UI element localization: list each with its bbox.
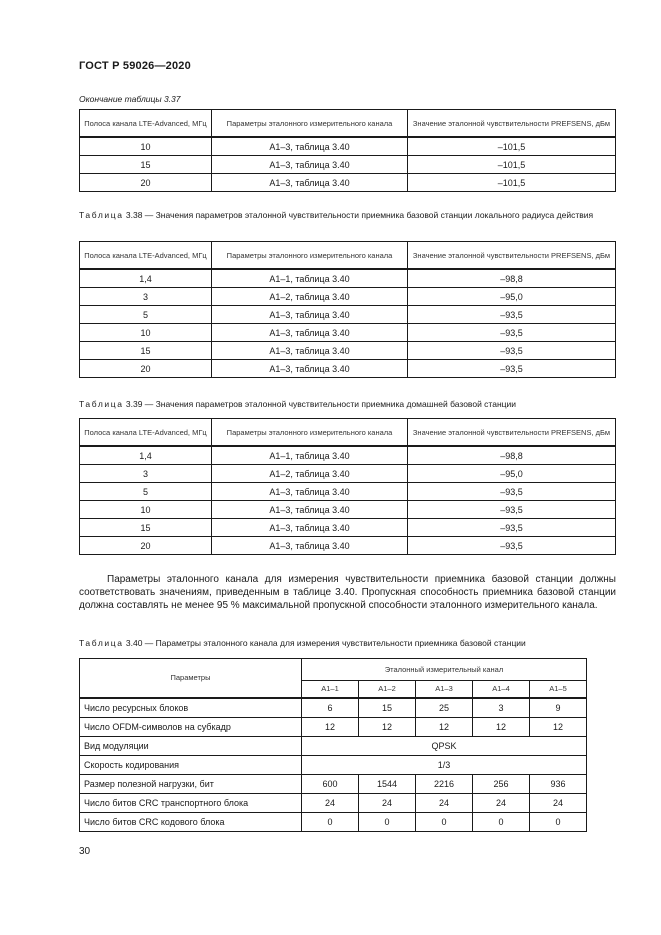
cell-sensitivity: –93,5 — [408, 360, 616, 378]
table-row — [80, 137, 616, 156]
column-header-sensitivity: Значение эталонной чувствительности PREFSENS, дБм — [408, 242, 616, 270]
column-header-bandwidth: Полоса канала LTE-Advanced, МГц — [80, 110, 212, 138]
caption-text: 3.38 — Значения параметров эталонной чувствительности приемника базовой станции локального радиуса действия — [125, 210, 594, 220]
cell-sensitivity: –93,5 — [408, 537, 616, 555]
column-header-reference-channel: Эталонный измерительный канал — [302, 659, 587, 681]
cell-value: 6 — [302, 698, 359, 718]
column-header-params: Параметры — [80, 659, 302, 698]
cell-value: 0 — [473, 812, 530, 831]
table-row — [80, 342, 616, 360]
cell-value: 24 — [473, 793, 530, 812]
cell-channel: А1–2, таблица 3.40 — [212, 288, 408, 306]
cell-bandwidth: 20 — [80, 174, 212, 192]
cell-channel: А1–3, таблица 3.40 — [212, 137, 408, 156]
cell-value: 0 — [416, 812, 473, 831]
cell-channel: А1–3, таблица 3.40 — [212, 501, 408, 519]
cell-value: 24 — [302, 793, 359, 812]
cell-bandwidth: 5 — [80, 306, 212, 324]
table-row — [80, 501, 616, 519]
cell-bandwidth: 20 — [80, 360, 212, 378]
cell-sensitivity: –98,8 — [408, 269, 616, 288]
caption-word: Таблица — [79, 210, 124, 220]
cell-bandwidth: 15 — [80, 519, 212, 537]
cell-value: 2216 — [416, 774, 473, 793]
table-row — [80, 269, 616, 288]
table-3-40-caption — [79, 638, 609, 649]
table-row — [80, 537, 616, 555]
column-header-bandwidth: Полоса канала LTE-Advanced, МГц — [80, 419, 212, 447]
cell-channel: А1–1, таблица 3.40 — [212, 446, 408, 465]
cell-value: 3 — [473, 698, 530, 718]
table-3-38-caption — [79, 210, 609, 221]
table-row — [80, 174, 616, 192]
cell-value: 12 — [530, 717, 587, 736]
cell-bandwidth: 10 — [80, 137, 212, 156]
cell-value-merged: 1/3 — [302, 755, 587, 774]
cell-value: 15 — [359, 698, 416, 718]
table-3-40 — [79, 658, 587, 832]
cell-value-merged: QPSK — [302, 736, 587, 755]
cell-sensitivity: –95,0 — [408, 288, 616, 306]
row-label: Скорость кодирования — [80, 755, 302, 774]
table-row — [80, 774, 587, 793]
table-3-38 — [79, 241, 616, 378]
cell-bandwidth: 10 — [80, 501, 212, 519]
cell-value: 0 — [359, 812, 416, 831]
cell-channel: А1–3, таблица 3.40 — [212, 306, 408, 324]
cell-channel: А1–3, таблица 3.40 — [212, 174, 408, 192]
column-header-sensitivity: Значение эталонной чувствительности PREFSENS, дБм — [408, 110, 616, 138]
table-row — [80, 324, 616, 342]
column-header-sensitivity: Значение эталонной чувствительности PREFSENS, дБм — [408, 419, 616, 447]
cell-bandwidth: 15 — [80, 342, 212, 360]
cell-value: 256 — [473, 774, 530, 793]
cell-bandwidth: 20 — [80, 537, 212, 555]
cell-value: 24 — [359, 793, 416, 812]
cell-bandwidth: 1,4 — [80, 446, 212, 465]
cell-sensitivity: –93,5 — [408, 342, 616, 360]
page-number: 30 — [79, 846, 91, 857]
cell-sensitivity: –93,5 — [408, 483, 616, 501]
cell-bandwidth: 3 — [80, 465, 212, 483]
document-title: ГОСТ Р 59026—2020 — [79, 60, 191, 72]
table-row — [80, 446, 616, 465]
cell-value: 25 — [416, 698, 473, 718]
cell-channel: А1–3, таблица 3.40 — [212, 324, 408, 342]
cell-channel: А1–3, таблица 3.40 — [212, 360, 408, 378]
table-row — [80, 736, 587, 755]
cell-bandwidth: 15 — [80, 156, 212, 174]
row-label: Число битов CRC транспортного блока — [80, 793, 302, 812]
cell-bandwidth: 10 — [80, 324, 212, 342]
row-label: Число битов CRC кодового блока — [80, 812, 302, 831]
cell-channel: А1–3, таблица 3.40 — [212, 483, 408, 501]
caption-word: Таблица — [79, 399, 124, 409]
column-header-channel: А1–3 — [416, 681, 473, 698]
column-header-channel: А1–1 — [302, 681, 359, 698]
column-header-channel: А1–4 — [473, 681, 530, 698]
cell-value: 24 — [416, 793, 473, 812]
table-3-37 — [79, 109, 616, 192]
cell-sensitivity: –93,5 — [408, 501, 616, 519]
column-header-channel: А1–2 — [359, 681, 416, 698]
column-header-channel: А1–5 — [530, 681, 587, 698]
table-3-37-caption: Окончание таблицы 3.37 — [79, 94, 181, 104]
cell-value: 12 — [302, 717, 359, 736]
cell-value: 0 — [530, 812, 587, 831]
column-header-channel-params: Параметры эталонного измерительного канала — [212, 242, 408, 270]
column-header-channel-params: Параметры эталонного измерительного канала — [212, 110, 408, 138]
cell-sensitivity: –95,0 — [408, 465, 616, 483]
cell-value: 600 — [302, 774, 359, 793]
table-row — [80, 306, 616, 324]
table-row — [80, 755, 587, 774]
cell-sensitivity: –93,5 — [408, 519, 616, 537]
table-row — [80, 812, 587, 831]
cell-value: 1544 — [359, 774, 416, 793]
caption-word: Таблица — [79, 638, 124, 648]
table-row — [80, 465, 616, 483]
table-row — [80, 483, 616, 501]
cell-sensitivity: –101,5 — [408, 174, 616, 192]
table-row — [80, 698, 587, 718]
column-header-bandwidth: Полоса канала LTE-Advanced, МГц — [80, 242, 212, 270]
cell-channel: А1–1, таблица 3.40 — [212, 269, 408, 288]
cell-channel: А1–3, таблица 3.40 — [212, 156, 408, 174]
table-row — [80, 156, 616, 174]
cell-channel: А1–2, таблица 3.40 — [212, 465, 408, 483]
table-3-39 — [79, 418, 616, 555]
table-row — [80, 288, 616, 306]
cell-sensitivity: –101,5 — [408, 137, 616, 156]
table-3-39-caption — [79, 399, 609, 410]
cell-bandwidth: 1,4 — [80, 269, 212, 288]
row-label: Число ресурсных блоков — [80, 698, 302, 718]
table-row — [80, 717, 587, 736]
cell-value: 936 — [530, 774, 587, 793]
cell-value: 12 — [359, 717, 416, 736]
cell-sensitivity: –93,5 — [408, 306, 616, 324]
cell-value: 0 — [302, 812, 359, 831]
cell-value: 24 — [530, 793, 587, 812]
cell-sensitivity: –98,8 — [408, 446, 616, 465]
cell-channel: А1–3, таблица 3.40 — [212, 342, 408, 360]
cell-bandwidth: 3 — [80, 288, 212, 306]
cell-value: 12 — [473, 717, 530, 736]
table-row — [80, 793, 587, 812]
table-row — [80, 519, 616, 537]
table-row — [80, 360, 616, 378]
caption-text: 3.39 — Значения параметров эталонной чувствительности приемника домашней базовой станции — [125, 399, 517, 409]
cell-channel: А1–3, таблица 3.40 — [212, 537, 408, 555]
row-label: Число OFDM-символов на субкадр — [80, 717, 302, 736]
cell-sensitivity: –93,5 — [408, 324, 616, 342]
paragraph-text: Параметры эталонного канала для измерения чувствительности приемника базовой станции должны соответствовать значениям, приведенным в таблице 3.40. Пропускная способность приемника базовой станции должна составлять не менее 95 % максимальной пропускной способности эталонного измерительного канала. — [79, 574, 616, 611]
body-paragraph — [79, 573, 616, 612]
cell-bandwidth: 5 — [80, 483, 212, 501]
caption-text: 3.40 — Параметры эталонного канала для измерения чувствительности приемника базовой станции — [125, 638, 526, 648]
row-label: Вид модуляции — [80, 736, 302, 755]
cell-sensitivity: –101,5 — [408, 156, 616, 174]
row-label: Размер полезной нагрузки, бит — [80, 774, 302, 793]
cell-value: 9 — [530, 698, 587, 718]
cell-channel: А1–3, таблица 3.40 — [212, 519, 408, 537]
cell-value: 12 — [416, 717, 473, 736]
column-header-channel-params: Параметры эталонного измерительного канала — [212, 419, 408, 447]
